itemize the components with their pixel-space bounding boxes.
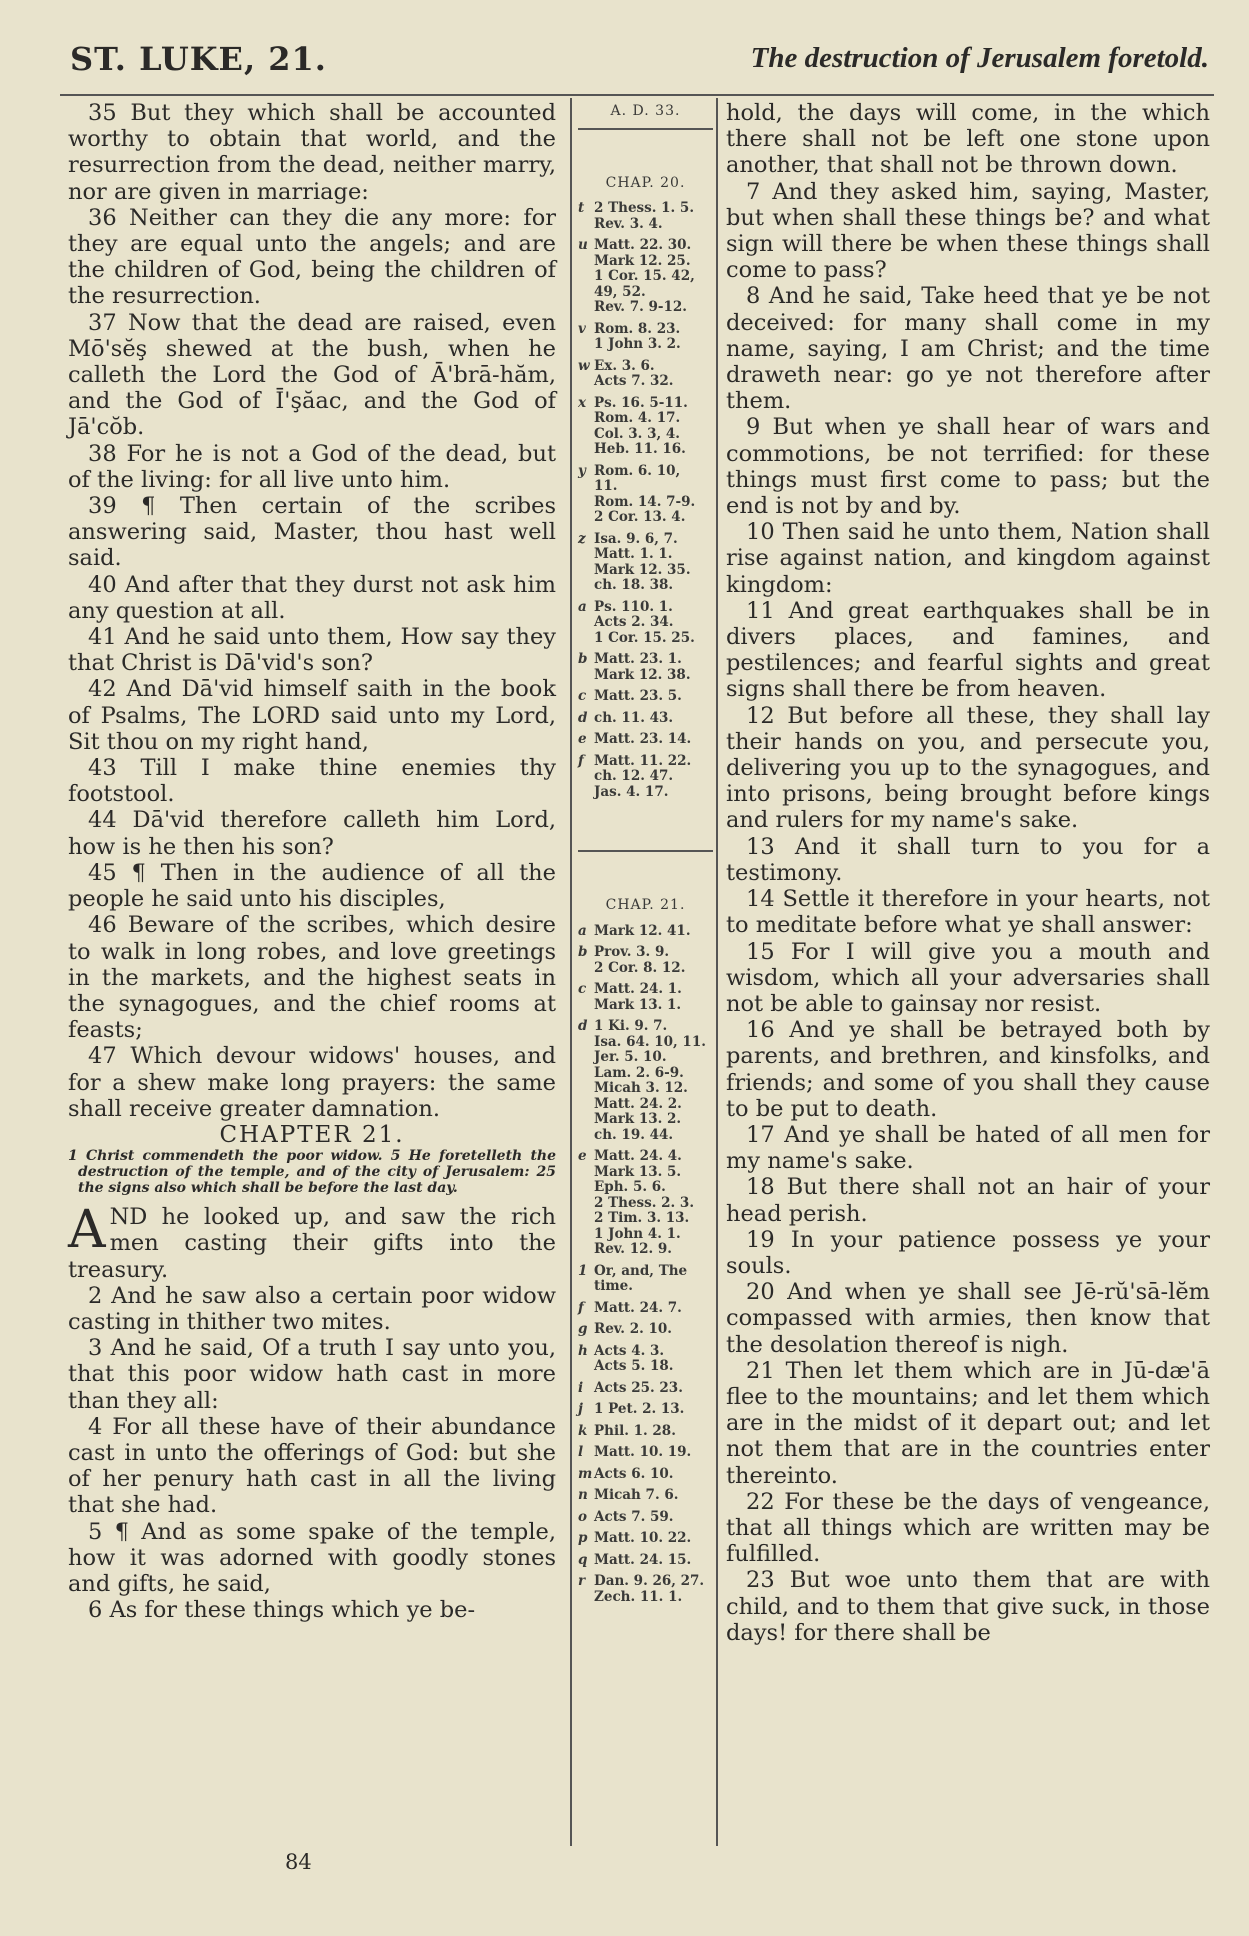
cross-reference bbox=[578, 732, 713, 748]
reference-line: Acts 5. 18. bbox=[594, 1358, 674, 1374]
cross-reference bbox=[578, 322, 713, 353]
reference-line: Rom. 4. 17. bbox=[594, 410, 681, 426]
reference-line: Mark 13. 5. bbox=[594, 1163, 682, 1180]
verse: 46 Beware of the scribes, which desire to walk in long robes, and love greetings in the markets, and the highest seats in the synagogues, and the chief rooms at feasts; bbox=[68, 912, 556, 1044]
cross-reference bbox=[578, 924, 713, 940]
reference-line: 2 Cor. 8. 12. bbox=[594, 959, 686, 976]
cross-reference bbox=[578, 464, 713, 526]
verse: 41 And he said unto them, How say they that Christ is Dā'vid's son? bbox=[68, 624, 556, 677]
verse: 2 And he saw also a certain poor widow casting in thither two mites. bbox=[68, 1282, 556, 1335]
cross-reference bbox=[578, 532, 713, 594]
reference-line: ch. 19. 44. bbox=[594, 1126, 674, 1143]
reference-mark: n bbox=[578, 1487, 588, 1503]
chapter-title: CHAPTER 21. bbox=[219, 1121, 405, 1148]
reference-line: 1 Ki. 9. 7. bbox=[594, 1018, 668, 1034]
reference-line: ch. 11. 43. bbox=[594, 709, 674, 726]
reference-line: Matt. 23. 5. bbox=[594, 688, 682, 704]
reference-mark: a bbox=[578, 598, 587, 615]
reference-line: Matt. 24. 4. bbox=[594, 1148, 682, 1164]
cross-reference bbox=[578, 238, 713, 316]
reference-line: 1 Cor. 15. 25. bbox=[594, 629, 695, 646]
reference-mark: v bbox=[578, 320, 586, 337]
cross-reference bbox=[578, 1445, 713, 1461]
reference-line: Rev. 3. 4. bbox=[594, 215, 663, 232]
cross-reference bbox=[578, 1344, 713, 1375]
reference-line: Acts 6. 10. bbox=[594, 1465, 674, 1482]
verse: 39 ¶ Then certain of the scribes answering said, Master, thou hast well said. bbox=[68, 493, 556, 572]
verse: hold, the days will come, in the which there shall not be left one stone upon another, that shall not be thrown down. bbox=[726, 100, 1210, 179]
reference-line: Mark 12. 38. bbox=[594, 666, 691, 683]
column-rule-left bbox=[570, 98, 572, 1846]
reference-line: Jer. 5. 10. bbox=[594, 1049, 667, 1065]
cross-reference bbox=[578, 754, 713, 801]
chapter-summary: 1 Christ commendeth the poor widow. 5 He foretelleth the destruction of the temple, and of the city of Jerusalem: 25 the signs also which shall be before the last day. bbox=[68, 1148, 556, 1197]
page-number: 84 bbox=[285, 1850, 312, 1874]
reference-line: Rom. 14. 7-9. bbox=[594, 493, 696, 510]
verse: 43 Till I make thine enemies thy footstool. bbox=[68, 755, 556, 808]
page-topic-heading: The destruction of Jerusalem foretold. bbox=[750, 42, 1209, 74]
reference-mark: o bbox=[578, 1508, 588, 1525]
reference-mark: i bbox=[578, 1379, 584, 1396]
reference-line: ch. 18. 38. bbox=[594, 577, 674, 593]
verse: 22 For these be the days of vengeance, that all things which are written may be fulfilled. bbox=[726, 1488, 1210, 1568]
reference-line: Acts 25. 23. bbox=[594, 1379, 683, 1396]
reference-mark: e bbox=[578, 731, 587, 747]
cross-reference bbox=[578, 1301, 713, 1317]
reference-line: 49, 52. bbox=[594, 283, 646, 300]
cross-reference bbox=[578, 1424, 713, 1440]
reference-line: Rev. 7. 9-12. bbox=[594, 299, 687, 315]
reference-mark: f bbox=[578, 1299, 584, 1316]
reference-line: Rom. 6. 10, bbox=[594, 462, 681, 479]
cross-reference bbox=[578, 1264, 713, 1295]
right-text-column bbox=[726, 100, 1210, 1646]
reference-line: Phil. 1. 28. bbox=[594, 1422, 676, 1439]
drop-cap: A bbox=[68, 1200, 106, 1261]
reference-mark: d bbox=[578, 1018, 588, 1034]
reference-line: Matt. 23. 1. bbox=[594, 651, 682, 667]
reference-line: Matt. 1. 1. bbox=[594, 546, 673, 562]
reference-line: Matt. 11. 22. bbox=[594, 752, 692, 769]
reference-mark: p bbox=[578, 1530, 588, 1546]
cross-reference bbox=[578, 1381, 713, 1397]
cross-reference bbox=[578, 359, 713, 390]
verse: 23 But woe unto them that are with child, and to them that give suck, in those days! for there shall be bbox=[726, 1567, 1210, 1646]
reference-line: 1 Pet. 2. 13. bbox=[594, 1401, 685, 1417]
reference-mark: d bbox=[578, 709, 588, 726]
reference-line: Acts 7. 59. bbox=[594, 1508, 674, 1525]
verse: 21 Then let them which are in Jū-dæ'ā flee to the mountains; and let them which are in the midst of it depart out; and let not them that are in the countries enter thereinto. bbox=[726, 1357, 1210, 1489]
reference-mark: f bbox=[578, 752, 584, 769]
reference-line: Dan. 9. 26, 27. bbox=[594, 1573, 705, 1589]
reference-line: Rev. 2. 10. bbox=[594, 1321, 672, 1337]
cross-reference bbox=[578, 711, 713, 727]
verse: 42 And Dā'vid himself saith in the book of Psalms, The LORD said unto my Lord, Sit thou on my right hand, bbox=[68, 676, 556, 755]
cross-reference bbox=[578, 1531, 713, 1547]
reference-line: Matt. 24. 7. bbox=[594, 1299, 682, 1316]
reference-mark: c bbox=[578, 688, 587, 704]
reference-line: 2 Thess. 1. 5. bbox=[594, 200, 695, 216]
reference-line: Matt. 24. 15. bbox=[594, 1551, 692, 1568]
verse: 10 Then said he unto them, Nation shall rise against nation, and kingdom against kingdom: bbox=[726, 519, 1210, 598]
reference-mark: 1 bbox=[578, 1262, 588, 1279]
verse: 3 And he said, Of a truth I say unto you, that this poor widow hath cast in more than they all: bbox=[68, 1335, 556, 1414]
reference-mark: h bbox=[578, 1342, 588, 1359]
cross-reference bbox=[578, 1019, 713, 1143]
cross-reference bbox=[578, 1510, 713, 1526]
reference-line: 1 John 4. 1. bbox=[594, 1225, 681, 1242]
cross-reference bbox=[578, 652, 713, 683]
reference-line: Ps. 16. 5-11. bbox=[594, 394, 688, 411]
cross-reference bbox=[578, 689, 713, 705]
reference-line: Matt. 10. 19. bbox=[594, 1444, 692, 1460]
verse-text: ND he looked up, and saw the rich men casting their gifts into the treasury. bbox=[68, 1204, 556, 1283]
verse: 47 Which devour widows' houses, and for a shew make long prayers: the same shall receive greater damnation. bbox=[68, 1043, 556, 1122]
header-rule bbox=[60, 94, 1214, 96]
verse: 36 Neither can they die any more: for they are equal unto the angels; and are the children of God, being the children of the resurrection. bbox=[68, 204, 556, 310]
cross-reference bbox=[578, 1488, 713, 1504]
reference-line: Prov. 3. 9. bbox=[594, 944, 670, 960]
reference-line: Isa. 9. 6, 7. bbox=[594, 530, 678, 547]
reference-line: 2 Cor. 13. 4. bbox=[594, 509, 686, 525]
reference-line: Matt. 22. 30. bbox=[594, 237, 692, 253]
verse: 7 And they asked him, saying, Master, but when shall these things be? and what sign will there be when these things shall come to pass? bbox=[726, 178, 1210, 284]
cross-reference bbox=[578, 1574, 713, 1605]
verse: 13 And it shall turn to you for a testimony. bbox=[726, 833, 1210, 886]
chapter-20-label: CHAP. 20. bbox=[605, 174, 686, 191]
reference-line: Eph. 5. 6. bbox=[594, 1179, 666, 1195]
reference-mark: u bbox=[578, 237, 588, 253]
chapter-21-label: CHAP. 21. bbox=[605, 897, 686, 913]
reference-line: Zech. 11. 1. bbox=[594, 1588, 683, 1605]
reference-line: Matt. 24. 1. bbox=[594, 981, 682, 997]
reference-mark: y bbox=[578, 462, 586, 479]
reference-line: Rom. 8. 23. bbox=[594, 320, 681, 337]
left-text-column bbox=[68, 100, 556, 1623]
reference-line: Jas. 4. 17. bbox=[594, 783, 669, 800]
reference-mark: g bbox=[578, 1321, 588, 1337]
reference-line: Acts 7. 32. bbox=[594, 373, 674, 389]
cross-reference bbox=[578, 1322, 713, 1338]
verse: 35 But they which shall be accounted worthy to obtain that world, and the resurrection from the dead, neither marry, nor are given in marriage: bbox=[68, 100, 556, 205]
column-rule-right bbox=[716, 98, 718, 1846]
reference-line: 1 John 3. 2. bbox=[594, 336, 681, 352]
verse: 9 But when ye shall hear of wars and commotions, be not terrified: for these things must first come to pass; but the end is not by and by. bbox=[726, 414, 1210, 520]
reference-mark: q bbox=[578, 1551, 588, 1568]
cross-reference bbox=[578, 201, 713, 232]
running-header bbox=[70, 40, 1209, 90]
reference-mark: c bbox=[578, 981, 587, 997]
reference-line: Ex. 3. 6. bbox=[594, 357, 655, 374]
verse: 44 Dā'vid therefore calleth him Lord, how is he then his son? bbox=[68, 807, 556, 860]
reference-line: Lam. 2. 6-9. bbox=[594, 1064, 684, 1081]
verse: 20 And when ye shall see Jē-rŭ'sā-lĕm compassed with armies, then know that the desolation thereof is nigh. bbox=[726, 1279, 1210, 1358]
verse: 12 But before all these, they shall lay their hands on you, and persecute you, delivering you up to the synagogues, and into prisons, being brought before kings and rulers for my name's sake. bbox=[726, 702, 1210, 834]
verse: 18 But there shall not an hair of your head perish. bbox=[726, 1174, 1210, 1227]
reference-mark: b bbox=[578, 944, 588, 960]
cross-reference bbox=[578, 982, 713, 1013]
year-label: A. D. 33. bbox=[578, 100, 713, 130]
reference-mark: r bbox=[578, 1573, 586, 1589]
cross-reference bbox=[578, 1553, 713, 1569]
reference-column bbox=[578, 100, 713, 1611]
cross-reference bbox=[578, 396, 713, 458]
verse: 17 And ye shall be hated of all men for my name's sake. bbox=[726, 1121, 1210, 1175]
verse: 45 ¶ Then in the audience of all the people he said unto his disciples, bbox=[68, 859, 556, 913]
reference-line: Col. 3. 3, 4. bbox=[594, 425, 680, 442]
cross-reference bbox=[578, 945, 713, 976]
reference-line: Acts 4. 3. bbox=[594, 1342, 665, 1359]
cross-reference bbox=[578, 1467, 713, 1483]
reference-mark: z bbox=[578, 530, 586, 547]
verse: 19 In your patience possess ye your souls. bbox=[726, 1226, 1210, 1279]
cross-reference bbox=[578, 1402, 713, 1418]
verse: 16 And ye shall be betrayed both by parents, and brethren, and kinsfolks, and friends; and some of you shall they cause to be put to death. bbox=[726, 1017, 1210, 1122]
reference-mark: j bbox=[578, 1401, 583, 1417]
verse: 37 Now that the dead are raised, even Mō'sĕş shewed at the bush, when he calleth the Lord the God of Ā'brā-hăm, and the God of Ī'şăac, and the God of Jā'cŏb. bbox=[68, 309, 556, 441]
cross-reference bbox=[578, 600, 713, 647]
reference-mark: x bbox=[578, 394, 587, 411]
reference-line: Mark 12. 35. bbox=[594, 561, 691, 578]
reference-line: Mark 13. 2. bbox=[594, 1111, 682, 1127]
reference-line: 11. bbox=[594, 478, 618, 494]
reference-line: Isa. 64. 10, 11. bbox=[594, 1033, 706, 1050]
reference-line: Acts 2. 34. bbox=[594, 614, 674, 630]
reference-line: Mark 13. 1. bbox=[594, 996, 682, 1013]
book-chapter-heading: ST. LUKE, 21. bbox=[70, 40, 327, 78]
verse: 40 And after that they durst not ask him any question at all. bbox=[68, 571, 556, 624]
reference-line: Matt. 10. 22. bbox=[594, 1530, 692, 1546]
verse: 6 As for these things which ye be- bbox=[88, 1597, 476, 1624]
cross-reference bbox=[578, 1149, 713, 1258]
reference-line: Ps. 110. 1. bbox=[594, 598, 673, 615]
reference-mark: t bbox=[578, 200, 585, 216]
reference-mark: e bbox=[578, 1148, 587, 1164]
reference-line: Matt. 24. 2. bbox=[594, 1095, 682, 1112]
reference-separator bbox=[578, 850, 713, 852]
verse: 15 For I will give you a mouth and wisdom, which all your adversaries shall not be able to gainsay nor resist. bbox=[726, 938, 1210, 1017]
reference-line: Mark 12. 25. bbox=[594, 252, 691, 269]
reference-line: Micah 7. 6. bbox=[594, 1487, 679, 1503]
reference-line: 1 Cor. 15. 42, bbox=[594, 268, 695, 284]
reference-line: Matt. 23. 14. bbox=[594, 731, 692, 747]
reference-line: Rev. 12. 9. bbox=[594, 1241, 672, 1257]
reference-line: 2 Thess. 2. 3. bbox=[594, 1194, 695, 1211]
verse: 14 Settle it therefore in your hearts, not to meditate before what ye shall answer: bbox=[726, 886, 1210, 939]
reference-line: time. bbox=[594, 1278, 633, 1294]
verse: 11 And great earthquakes shall be in divers places, and famines, and pestilences; and fearful sights and great signs shall there be from heaven. bbox=[726, 597, 1210, 703]
reference-mark: k bbox=[578, 1422, 588, 1439]
verse: 4 For all these have of their abundance cast in unto the offerings of God: but she of her penury hath cast in all the living that she had. bbox=[68, 1413, 556, 1519]
reference-line: 2 Tim. 3. 13. bbox=[594, 1210, 690, 1226]
verse: 38 For he is not a God of the dead, but of the living: for all live unto him. bbox=[68, 440, 556, 493]
verse: 8 And he said, Take heed that ye be not deceived: for many shall come in my name, saying, I am Christ; and the time draweth near: go ye not therefore after them. bbox=[726, 283, 1210, 415]
reference-mark: b bbox=[578, 651, 588, 667]
reference-mark: m bbox=[578, 1465, 593, 1482]
reference-line: Or, and, The bbox=[594, 1262, 688, 1279]
reference-line: Heb. 11. 16. bbox=[594, 441, 686, 457]
reference-mark: l bbox=[578, 1444, 584, 1460]
reference-mark: w bbox=[578, 357, 590, 374]
reference-line: ch. 12. 47. bbox=[594, 768, 674, 784]
verse-1 bbox=[68, 1200, 556, 1283]
verse: 5 ¶ And as some spake of the temple, how it was adorned with goodly stones and gifts, he said, bbox=[68, 1518, 556, 1597]
reference-line: Micah 3. 12. bbox=[594, 1080, 688, 1096]
reference-line: Mark 12. 41. bbox=[594, 922, 691, 939]
reference-mark: a bbox=[578, 922, 587, 939]
